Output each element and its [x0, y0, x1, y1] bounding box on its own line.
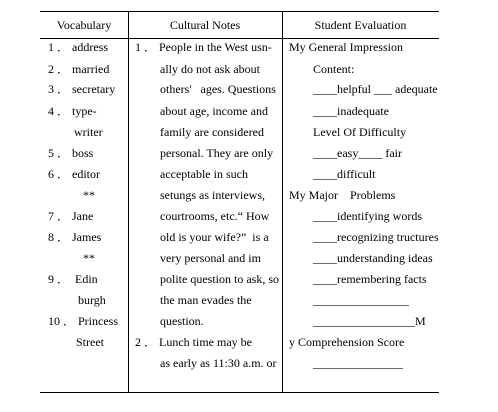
evaluation-line: ____difficult — [313, 167, 376, 181]
vocab-line: 3 ． secretary — [48, 82, 116, 96]
vocab-line: writer — [74, 125, 103, 139]
vocab-line: 8 ． James — [48, 230, 102, 244]
evaluation-line: ________________ — [313, 293, 409, 307]
vocab-line: 4 ． type- — [48, 104, 97, 118]
evaluation-line: Content: — [313, 62, 355, 76]
note-line: 1 ． People in the West usn- — [135, 40, 272, 54]
vocab-line: 1 ． address — [48, 40, 108, 54]
vocab-line: 5 ． boss — [48, 146, 94, 160]
vocab-line: ** — [83, 188, 95, 202]
evaluation-line: ____inadequate — [313, 104, 389, 118]
note-line: family are considered — [160, 125, 264, 139]
evaluation-line: My General Impression — [289, 40, 403, 54]
table-bottom-rule — [40, 392, 439, 393]
evaluation-line: ____remembering facts — [313, 272, 427, 286]
evaluation-line: _________________M — [313, 314, 426, 328]
note-line: question. — [160, 314, 204, 328]
vocab-line: burgh — [78, 293, 106, 307]
note-line: 2 ． Lunch time may be — [135, 335, 252, 349]
header-student-evaluation: Student Evaluation — [314, 18, 407, 32]
vocab-line: Street — [76, 335, 104, 349]
evaluation-line: ____identifying words — [313, 209, 422, 223]
evaluation-line: Level Of Difficulty — [313, 125, 407, 139]
evaluation-line: ____understanding ideas — [313, 251, 433, 265]
note-line: old is your wife?” is a — [160, 230, 269, 244]
note-line: about age, income and — [160, 104, 268, 118]
vocab-line: 6 ． editor — [48, 167, 100, 181]
header-rule — [40, 38, 439, 39]
vocab-line: 10 ． Princess — [48, 314, 118, 328]
note-line: personal. They are only — [160, 146, 274, 160]
note-line: ally do not ask about — [160, 62, 260, 76]
note-line: acceptable in such — [160, 167, 248, 181]
header-vocabulary: Vocabulary — [56, 18, 112, 32]
vocab-line: 2 ． married — [48, 62, 110, 76]
evaluation-line: _______________ — [313, 356, 403, 370]
note-line: as early as 11:30 a.m. or — [160, 356, 277, 370]
evaluation-line: ____helpful ___ adequate — [313, 82, 438, 96]
note-line: polite question to ask, so — [160, 272, 279, 286]
note-line: the man evades the — [160, 293, 252, 307]
evaluation-line: ____recognizing tructures — [313, 230, 439, 244]
note-line: others' ages. Questions — [160, 82, 276, 96]
vocab-line: ** — [83, 251, 95, 265]
evaluation-line: My Major Problems — [289, 188, 396, 202]
evaluation-line: y Comprehension Score — [289, 335, 405, 349]
column-divider-1 — [128, 11, 129, 393]
vocab-line: 7 ． Jane — [48, 209, 94, 223]
column-divider-2 — [282, 11, 283, 393]
evaluation-line: ____easy____ fair — [313, 146, 402, 160]
header-cultural-notes: Cultural Notes — [169, 18, 241, 32]
vocab-line: 9 ． Edin — [48, 272, 98, 286]
note-line: setungs as interviews, — [160, 188, 265, 202]
note-line: courtrooms, etc.“ How — [160, 209, 270, 223]
table-top-rule — [40, 11, 439, 12]
note-line: very personal and im — [160, 251, 261, 265]
